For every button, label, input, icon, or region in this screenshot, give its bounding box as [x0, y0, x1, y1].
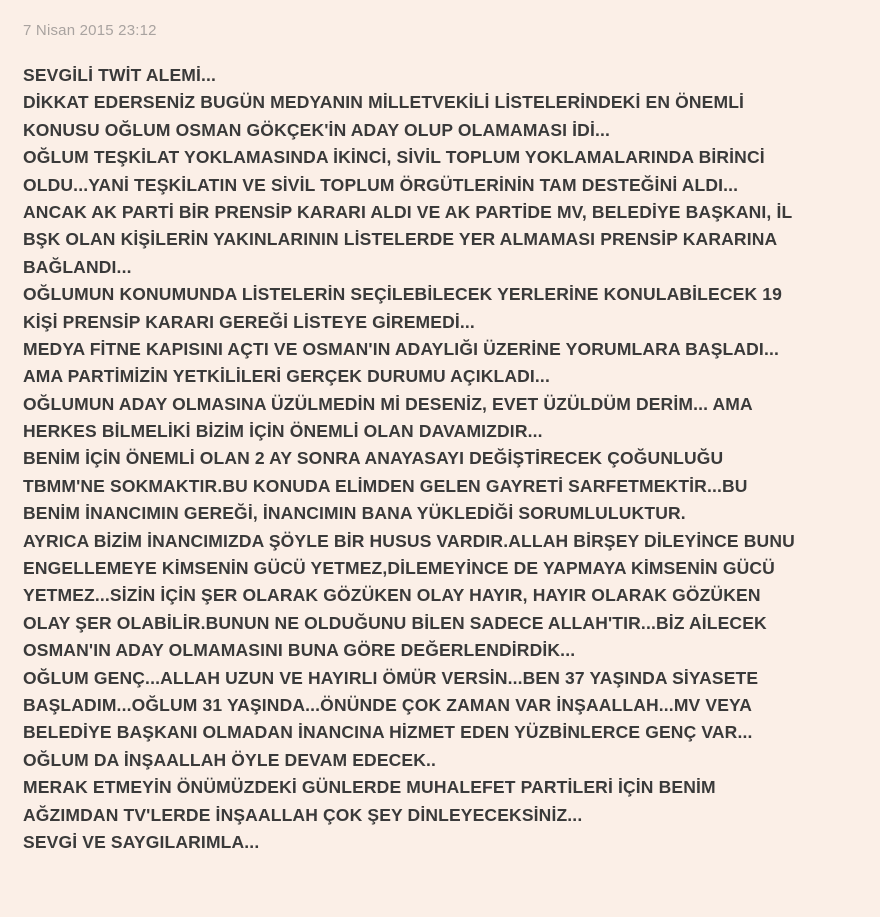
note-line: OLAY ŞER OLABİLİR.BUNUN NE OLDUĞUNU BİLEN SADECE ALLAH'TIR...BİZ AİLECEK: [23, 612, 767, 633]
note-line: OĞLUM DA İNŞAALLAH ÖYLE DEVAM EDECEK..: [23, 749, 437, 770]
note-line: OĞLUMUN ADAY OLMASINA ÜZÜLMEDİN Mİ DESENİZ, EVET ÜZÜLDÜM DERİM... AMA: [23, 393, 753, 414]
note-body: [23, 62, 873, 856]
note-line: ENGELLEMEYE KİMSENİN GÜCÜ YETMEZ,DİLEMEYİNCE DE YAPMAYA KİMSENİN GÜCÜ: [23, 558, 775, 579]
note-line: MEDYA FİTNE KAPISINI AÇTI VE OSMAN'IN ADAYLIĞI ÜZERİNE YORUMLARA BAŞLADI...: [23, 338, 779, 359]
note-line: BENİM İNANCIMIN GEREĞİ, İNANCIMIN BANA YÜKLEDİĞİ SORUMLULUKTUR.: [23, 503, 686, 524]
note-line: HERKES BİLMELİKİ BİZİM İÇİN ÖNEMLİ OLAN DAVAMIZDIR...: [23, 421, 543, 442]
note-line: KİŞİ PRENSİP KARARI GEREĞİ LİSTEYE GİREMEDİ...: [23, 311, 475, 332]
note-line: BAĞLANDI...: [23, 256, 132, 277]
note-line: OĞLUMUN KONUMUNDA LİSTELERİN SEÇİLEBİLECEK YERLERİNE KONULABİLECEK 19: [23, 284, 783, 305]
note-line: BŞK OLAN KİŞİLERİN YAKINLARININ LİSTELERDE YER ALMAMASI PRENSİP KARARINA: [23, 229, 778, 250]
note-line: BELEDİYE BAŞKANI OLMADAN İNANCINA HİZMET EDEN YÜZBİNLERCE GENÇ VAR...: [23, 722, 753, 743]
note-line: BENİM İÇİN ÖNEMLİ OLAN 2 AY SONRA ANAYASAYI DEĞİŞTİRECEK ÇOĞUNLUĞU: [23, 448, 724, 469]
note-line: DİKKAT EDERSENİZ BUGÜN MEDYANIN MİLLETVEKİLİ LİSTELERİNDEKİ EN ÖNEMLİ: [23, 92, 745, 113]
note-line: YETMEZ...SİZİN İÇİN ŞER OLARAK GÖZÜKEN OLAY HAYIR, HAYIR OLARAK GÖZÜKEN: [23, 585, 761, 606]
note-line: AMA PARTİMİZİN YETKİLİLERİ GERÇEK DURUMU AÇIKLADI...: [23, 366, 550, 387]
note-line: OĞLUM GENÇ...ALLAH UZUN VE HAYIRLI ÖMÜR VERSİN...BEN 37 YAŞINDA SİYASETE: [23, 667, 759, 688]
note-line: KONUSU OĞLUM OSMAN GÖKÇEK'İN ADAY OLUP OLAMAMASI İDİ...: [23, 119, 611, 140]
note-line: OSMAN'IN ADAY OLMAMASINI BUNA GÖRE DEĞERLENDİRDİK...: [23, 640, 576, 661]
note-line: AĞZIMDAN TV'LERDE İNŞAALLAH ÇOK ŞEY DİNLEYECEKSİNİZ...: [23, 804, 583, 825]
note-line: SEVGİLİ TWİT ALEMİ...: [23, 65, 217, 85]
note-timestamp: 7 Nisan 2015 23:12: [23, 22, 157, 39]
note-line: BAŞLADIM...OĞLUM 31 YAŞINDA...ÖNÜNDE ÇOK ZAMAN VAR İNŞAALLAH...MV VEYA: [23, 694, 753, 715]
note-line: TBMM'NE SOKMAKTIR.BU KONUDA ELİMDEN GELEN GAYRETİ SARFETMEKTİR...BU: [23, 475, 748, 496]
note-line: SEVGİ VE SAYGILARIMLA...: [23, 831, 260, 852]
note-line: MERAK ETMEYİN ÖNÜMÜZDEKİ GÜNLERDE MUHALEFET PARTİLERİ İÇİN BENİM: [23, 777, 716, 798]
note-line: OĞLUM TEŞKİLAT YOKLAMASINDA İKİNCİ, SİVİL TOPLUM YOKLAMALARINDA BİRİNCİ: [23, 147, 765, 168]
note-line: ANCAK AK PARTİ BİR PRENSİP KARARI ALDI VE AK PARTİDE MV, BELEDİYE BAŞKANI, İL: [23, 201, 793, 222]
note-line: OLDU...YANİ TEŞKİLATIN VE SİVİL TOPLUM ÖRGÜTLERİNİN TAM DESTEĞİNİ ALDI...: [23, 174, 739, 195]
note-line: AYRICA BİZİM İNANCIMIZDA ŞÖYLE BİR HUSUS VARDIR.ALLAH BİRŞEY DİLEYİNCE BUNU: [23, 530, 795, 551]
